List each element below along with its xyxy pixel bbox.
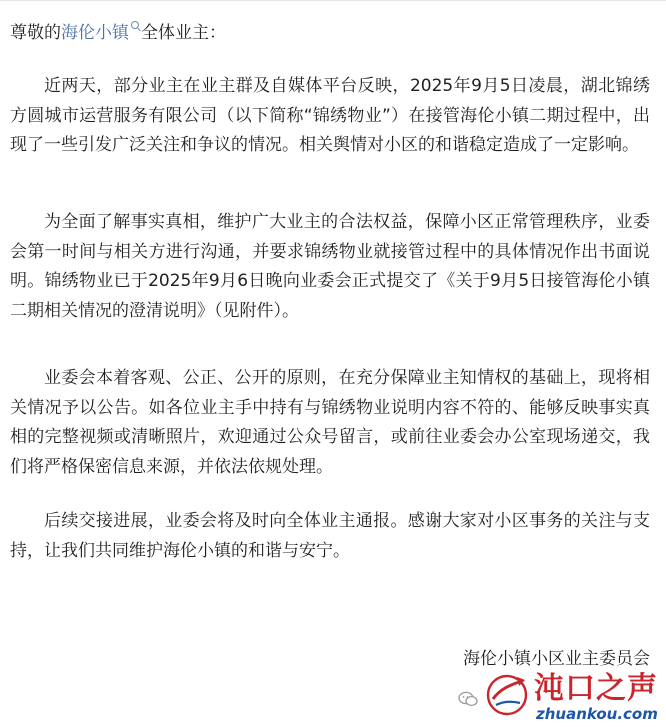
red-arrow-globe-logo [484,671,530,717]
estate-name-link[interactable]: 海伦小镇 [61,23,129,43]
watermark-domain: zhuankou.com [536,705,658,723]
notice-paragraph-4: 后续交接进展，业委会将及时向全体业主通报。感谢大家对小区事务的关注与支持，让我们共同维护海伦小镇的和谐与安宁。 [10,511,650,561]
wechat-mp-icon [458,691,478,707]
notice-paragraph-1: 近两天，部分业主在业主群及自媒体平台反映，2025年9月5日凌晨，湖北锦绣方圆城市运营服务有限公司（以下简称“锦绣物业”）在接管海伦小镇二期过程中，出现了一些引发广泛关注和争议的情况。相关舆情对小区的和谐稳定造成了一定影响。 [10,76,650,155]
signature: 海伦小镇小区业主委员会 [463,649,650,669]
notice-paragraph-2: 为全面了解事实真相，维护广大业主的合法权益，保障小区正常管理秩序，业委会第一时间与相关方进行沟通，并要求锦绣物业就接管过程中的具体情况作出书面说明。锦绣物业已于2025年9月6日晚向业委会正式提交了《关于9月5日接管海伦小镇二期相关情况的澄清说明》（见附件）。 [10,212,650,321]
greeting-line [10,19,226,47]
watermark-title: 沌口之声 [534,671,658,706]
notice-paragraph-3: 业委会本着客观、公正、公开的原则，在充分保障业主知情权的基础上，现将相关情况予以公告。如各位业主手中持有与锦绣物业说明内容不符的、能够反映事实真相的完整视频或清晰照片，欢迎通过公众号留言，或前往业委会办公室现场递交，我们将严格保密信息来源，并依法依规处理。 [10,368,650,477]
greeting-prefix: 尊敬的 [10,23,61,43]
search-icon[interactable] [131,21,139,29]
greeting-suffix: 全体业主： [141,23,226,43]
watermark [458,669,664,725]
